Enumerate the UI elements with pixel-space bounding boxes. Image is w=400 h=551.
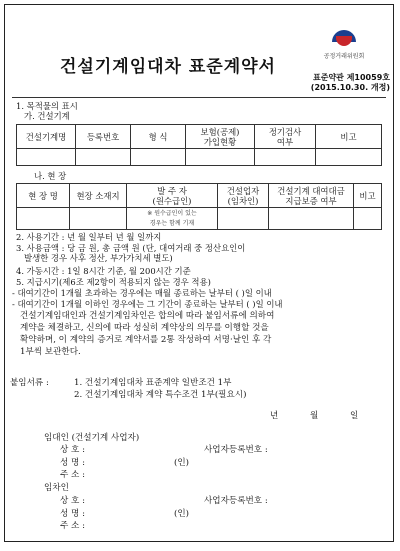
logo-org-name: 공정거래위원회 bbox=[323, 53, 365, 60]
site-client-cell[interactable] bbox=[127, 208, 218, 230]
lessor-name-label: 성 명 : bbox=[60, 458, 85, 468]
site-header-remarks: 비고 bbox=[354, 184, 382, 208]
date-month: 월 bbox=[310, 411, 319, 421]
site-table bbox=[16, 183, 382, 230]
machine-header-regno: 등록번호 bbox=[76, 125, 131, 149]
item-usage-period: 2. 사용기간 : 년 월 일부터 년 월 일까지 bbox=[16, 232, 162, 242]
lessee-address-label: 주 소 : bbox=[60, 521, 85, 531]
site-note-2: 경우는 함께 기재 bbox=[149, 220, 195, 227]
machine-cell[interactable] bbox=[255, 149, 316, 166]
lessee-name-label: 성 명 : bbox=[60, 509, 85, 519]
item-usage-amount-note: 발생한 경우 사후 정산, 부가가치세 별도) bbox=[24, 253, 173, 263]
attachment-doc-1: 1. 건설기계임대차 표준계약 일반조건 1부 bbox=[74, 378, 232, 388]
header-divider bbox=[12, 97, 386, 98]
site-cell[interactable] bbox=[70, 208, 127, 230]
standard-reference bbox=[311, 73, 390, 93]
machine-table bbox=[16, 124, 382, 166]
date-year: 년 bbox=[270, 411, 279, 421]
agreement-line: 계약을 체결하고, 신의에 따라 성실히 계약상의 의무를 이행할 것을 bbox=[20, 323, 269, 333]
standard-date: (2015.10.30. 개정) bbox=[310, 83, 390, 92]
item-payment-timing: 5. 지급시기(제6조 제2항이 적용되지 않는 경우 적용) bbox=[16, 277, 211, 287]
lessee-regno-label: 사업자등록번호 : bbox=[204, 496, 268, 506]
ftc-emblem-icon bbox=[330, 30, 358, 48]
site-cell[interactable] bbox=[354, 208, 382, 230]
site-header-location: 현장 소재지 bbox=[70, 184, 127, 208]
item-payment-over-month: - 대여기간이 1개월 초과하는 경우에는 매월 종료하는 날부터 ( )일 이내 bbox=[12, 288, 272, 298]
machine-cell[interactable] bbox=[316, 149, 382, 166]
machine-cell[interactable] bbox=[186, 149, 255, 166]
machine-header-inspection: 정기검사 여부 bbox=[255, 125, 316, 149]
site-note-1: ※ 원수급인이 있는 bbox=[147, 210, 197, 217]
machine-cell[interactable] bbox=[17, 149, 76, 166]
lessee-title: 임차인 bbox=[44, 483, 69, 493]
lessee-seal: (인) bbox=[174, 509, 190, 519]
lessee-company-label: 상 호 : bbox=[60, 496, 85, 506]
site-header-guarantee: 건설기계 대여대금 지급보증 여부 bbox=[269, 184, 354, 208]
agreement-line: 건설기계임대인과 건설기계임차인은 합의에 따라 붙임서류에 의하여 bbox=[20, 311, 275, 321]
item-payment-under-month: - 대여기간이 1개월 이하인 경우에는 그 기간이 종료하는 날부터 ( )일 이내 bbox=[12, 299, 283, 309]
site-header-name: 현 장 명 bbox=[17, 184, 70, 208]
machine-header-type: 형 식 bbox=[131, 125, 186, 149]
machine-cell[interactable] bbox=[131, 149, 186, 166]
attachment-doc-2: 2. 건설기계임대차 계약 특수조건 1부(필요시) bbox=[74, 390, 247, 400]
item-operating-hours: 4. 가동시간 : 1일 8시간 기준, 월 200시간 기준 bbox=[16, 266, 191, 276]
lessor-address-label: 주 소 : bbox=[60, 470, 85, 480]
lessor-title: 임대인 (건설기계 사업자) bbox=[44, 433, 140, 443]
lessor-seal: (인) bbox=[174, 458, 190, 468]
document-title: 건설기계임대차 표준계약서 bbox=[60, 57, 276, 77]
section1-sub-a: 가. 건설기계 bbox=[24, 111, 70, 121]
machine-header-name: 건설기계명 bbox=[17, 125, 76, 149]
attachments-label: 붙임서류 : bbox=[10, 378, 49, 388]
lessor-company-label: 상 호 : bbox=[60, 445, 85, 455]
site-cell[interactable] bbox=[269, 208, 354, 230]
ftc-logo bbox=[314, 30, 374, 60]
machine-cell[interactable] bbox=[76, 149, 131, 166]
section1-sub-b: 나. 현 장 bbox=[34, 171, 67, 181]
date-day: 일 bbox=[350, 411, 359, 421]
site-header-lessee: 건설업자 (임차인) bbox=[218, 184, 269, 208]
agreement-line: 확약하며, 이 계약의 증거로 계약서를 2통 작성하여 서명·날인 후 각 bbox=[20, 335, 272, 345]
machine-header-remarks: 비고 bbox=[316, 125, 382, 149]
standard-number: 표준약관 제10059호 bbox=[313, 73, 390, 82]
section1-heading: 1. 목적물의 표시 bbox=[16, 101, 78, 111]
site-cell[interactable] bbox=[218, 208, 269, 230]
site-cell[interactable] bbox=[17, 208, 70, 230]
item-usage-amount: 3. 사용금액 : 당 금 원, 총 금액 원 (단, 대여거래 중 정산요인이 bbox=[16, 243, 246, 253]
agreement-line: 1부씩 보관한다. bbox=[20, 347, 81, 357]
lessor-regno-label: 사업자등록번호 : bbox=[204, 445, 268, 455]
agreement-paragraph bbox=[20, 310, 274, 358]
site-header-client: 발 주 자 (원수급인) bbox=[127, 184, 218, 208]
machine-header-insurance: 보험(공제) 가입현황 bbox=[186, 125, 255, 149]
